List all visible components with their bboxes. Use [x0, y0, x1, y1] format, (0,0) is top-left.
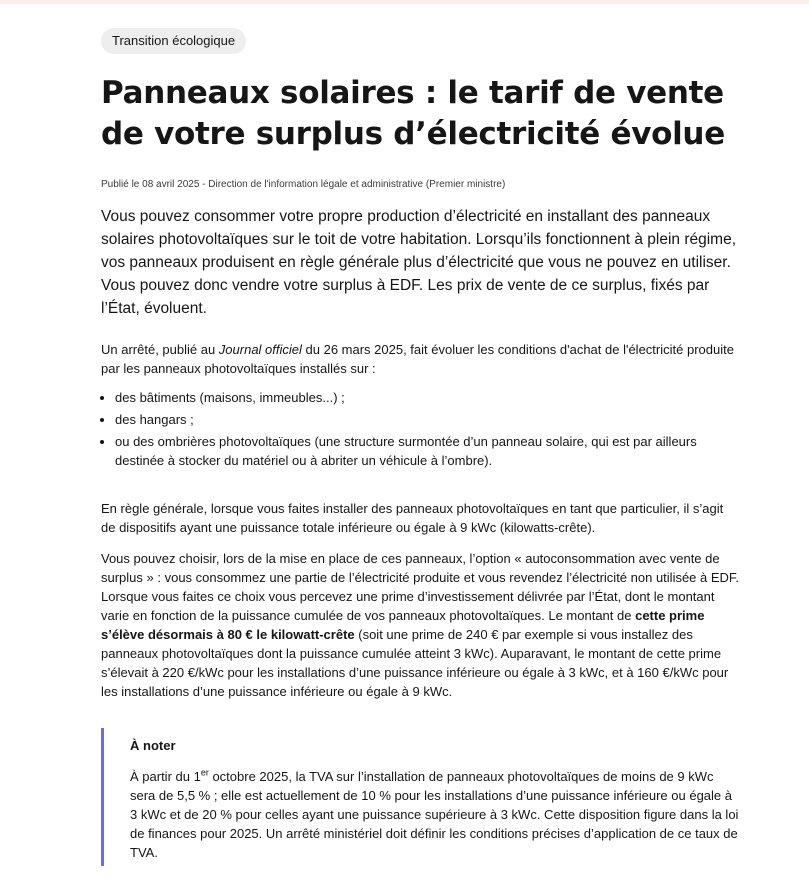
ordinal-superscript: er — [200, 767, 209, 778]
list-item: • des hangars ; — [115, 410, 741, 429]
note-body-start: À partir du 1 — [130, 769, 201, 784]
top-border — [0, 0, 809, 4]
note-callout — [101, 728, 742, 866]
article — [101, 28, 741, 866]
note-title: À noter — [130, 738, 176, 753]
prime-amount-highlight: cette prime s’élève désormais à 80 € le kilowatt-crête — [101, 608, 705, 642]
paragraph-decree-end: du 26 mars 2025, fait évoluer les conditions d'achat de l'électricité produite par les panneaux photovoltaïques installés sur : — [101, 342, 734, 376]
category-tag[interactable]: Transition écologique — [101, 28, 246, 54]
note-body — [130, 767, 742, 862]
paragraph-decree — [101, 340, 741, 378]
article-title: Panneaux solaires : le tarif de vente de votre surplus d’électricité évolue — [101, 75, 725, 152]
paragraph-prime — [101, 549, 741, 701]
paragraph-prime-end: (soit une prime de 240 € par exemple si vous installez des panneaux photovoltaïques dont la puissance cumulée atteint 3 kWc). Auparavant, le montant de cette prime s’élevait à 220 €/kWc pour les installations d’une puissance inférieure ou égale à 3 kWc, et à 160 €/kWc pour les installations d’une puissance inférieure ou égale à 9 kWc. — [101, 627, 729, 699]
publication-meta: Publié le 08 avril 2025 - Direction de l'information légale et administrative (Premier ministre) — [101, 179, 506, 190]
journal-officiel-text: Journal officiel — [218, 342, 302, 357]
article-lead: Vous pouvez consommer votre propre production d’électricité en installant des panneaux solaires photovoltaïques sur le toit de votre habitation. Lorsqu’ils fonctionnent à plein régime, vos panneaux produisent en règle générale plus d’électricité que vous ne pouvez en utiliser. Vous pouvez donc vendre votre surplus à EDF. Les prix de vente de ce surplus, fixés par l’État, évoluent. — [101, 208, 737, 317]
list-item: • ou des ombrières photovoltaïques (une structure surmontée d’un panneau solaire, qui est par ailleurs destinée à stocker du matériel ou à abriter un véhicule à l’ombre). — [115, 432, 741, 470]
list-item: • des bâtiments (maisons, immeubles...) ; — [115, 388, 741, 407]
paragraph-decree-start: Un arrêté, publié au — [101, 342, 219, 357]
installation-list — [101, 388, 741, 470]
paragraph-power: En règle générale, lorsque vous faites installer des panneaux photovoltaïques en tant que particulier, il s’agit de dispositifs ayant une puissance totale inférieure ou égale à 9 kWc (kilowatts-crête). — [101, 501, 724, 535]
note-body-end: octobre 2025, la TVA sur l’installation de panneaux photovoltaïques de moins de 9 kWc sera de 5,5 % ; elle est actuellement de 10 % pour les installations d’une puissance inférieure ou égale à 3 kWc et de 20 % pour celles ayant une puissance supérieure à 3 kWc. Cette disposition figure dans la loi de finances pour 2025. Un arrêté ministériel doit définir les conditions précises d’application de ce taux de TVA. — [130, 769, 739, 860]
paragraph-prime-start: Vous pouvez choisir, lors de la mise en place de ces panneaux, l’option « autoconsommation avec vente de surplus » : vous consommez une partie de l’électricité produite et vous revendez l’électricité non utilisée à EDF. Lorsque vous faites ce choix vous percevez une prime d’investissement délivrée par l’État, dont le montant varie en fonction de la puissance cumulée de vos panneaux photovoltaïques. Le montant de — [101, 551, 740, 623]
